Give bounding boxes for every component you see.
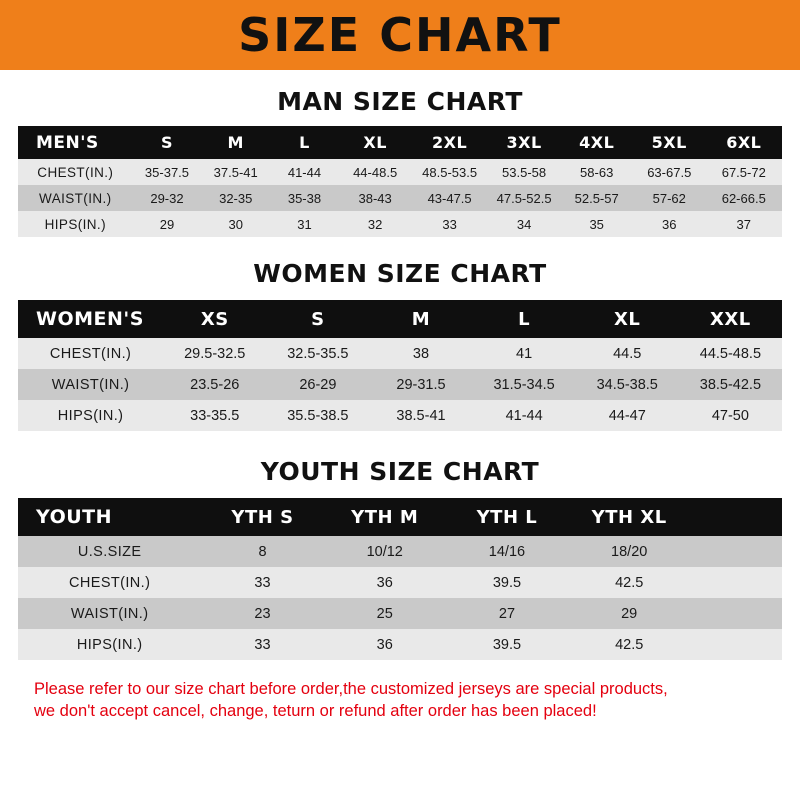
table-row [18, 567, 782, 598]
table-cell: 34 [516, 216, 532, 232]
row-label: WAIST(IN.) [51, 376, 130, 393]
man-size-table [18, 126, 782, 237]
table-header-row [18, 300, 782, 338]
table-cell: 38.5-41 [396, 407, 446, 424]
table-cell: 32-35 [219, 190, 253, 206]
table-cell: 37.5-41 [213, 164, 258, 180]
table-row [18, 338, 782, 369]
table-row [18, 369, 782, 400]
table-cell [690, 598, 782, 629]
table-cell: 35 [589, 216, 604, 232]
table-cell: 33 [442, 216, 457, 232]
table-cell: 29 [159, 216, 175, 232]
row-label: CHEST(IN.) [49, 345, 132, 362]
table-row [18, 400, 782, 431]
table-cell: 62-66.5 [721, 190, 766, 206]
header-cell: L [518, 308, 531, 330]
table-row [18, 536, 782, 567]
table-cell: 63-67.5 [647, 164, 692, 180]
table-cell: 32.5-35.5 [287, 345, 349, 362]
row-label: WAIST(IN.) [39, 190, 112, 206]
table-cell: 25 [376, 605, 393, 622]
table-cell: 36 [662, 216, 677, 232]
table-row [18, 211, 782, 237]
table-row [18, 629, 782, 660]
women-section-title: WOMEN SIZE CHART [253, 259, 547, 288]
row-label: U.S.SIZE [77, 543, 142, 560]
table-cell: 41-44 [287, 164, 322, 180]
table-cell: 38-43 [358, 190, 392, 206]
table-cell: 39.5 [492, 636, 522, 653]
table-cell: 29-32 [150, 190, 184, 206]
header-cell: 3XL [506, 133, 542, 152]
table-cell: 32 [367, 216, 383, 232]
header-cell: M [227, 133, 244, 152]
header-cell: 6XL [726, 133, 762, 152]
table-header-row [18, 126, 782, 159]
header-cell: S [160, 133, 173, 152]
banner [0, 0, 800, 70]
table-cell: 27 [498, 605, 516, 622]
page-title: SIZE CHART [238, 8, 562, 62]
table-cell: 37 [736, 216, 751, 232]
header-cell: YTH M [351, 506, 419, 528]
table-cell: 29.5-32.5 [184, 345, 246, 362]
header-cell: XL [614, 308, 641, 330]
row-label: CHEST(IN.) [37, 164, 114, 180]
table-cell: 41 [516, 345, 533, 362]
table-cell: 8 [258, 543, 267, 560]
header-cell: YTH S [231, 506, 294, 528]
table-cell: 26-29 [299, 376, 337, 393]
table-cell: 43-47.5 [427, 190, 472, 206]
header-cell: MEN'S [36, 132, 99, 153]
content [0, 70, 800, 800]
table-cell: 44-47 [608, 407, 646, 424]
row-label: HIPS(IN.) [44, 216, 106, 232]
table-cell [690, 629, 782, 660]
table-header-row [18, 498, 782, 536]
header-cell: XXL [710, 308, 751, 330]
header-cell: S [311, 308, 325, 330]
table-cell: 47.5-52.5 [496, 190, 552, 206]
table-cell: 31.5-34.5 [493, 376, 555, 393]
youth-section-title: YOUTH SIZE CHART [260, 457, 540, 486]
header-cell: YTH XL [591, 506, 667, 528]
table-cell: 29 [621, 605, 638, 622]
row-label: HIPS(IN.) [76, 636, 143, 653]
header-cell: XL [363, 133, 387, 152]
table-cell: 31 [297, 216, 312, 232]
table-cell: 35-37.5 [144, 164, 190, 180]
table-cell: 35-38 [287, 190, 322, 206]
table-cell: 10/12 [366, 543, 403, 560]
table-cell: 47-50 [711, 407, 749, 424]
table-row [18, 598, 782, 629]
table-cell: 42.5 [615, 636, 644, 653]
note-line-1: Please refer to our size chart before order,the customized jerseys are special products, [34, 680, 668, 698]
header-cell: 4XL [579, 133, 615, 152]
header-cell: 2XL [432, 133, 468, 152]
header-cell: YOUTH [36, 506, 113, 528]
table-cell: 29-31.5 [396, 376, 446, 393]
table-cell [690, 536, 782, 567]
table-cell: 23.5-26 [190, 376, 240, 393]
table-cell: 42.5 [615, 574, 644, 591]
table-cell: 53.5-58 [502, 164, 547, 180]
table-cell: 38.5-42.5 [699, 376, 762, 393]
header-cell: XS [200, 308, 229, 330]
table-cell: 44.5 [613, 345, 642, 362]
header-cell: M [411, 308, 431, 330]
man-section-title: MAN SIZE CHART [277, 87, 523, 116]
table-cell: 67.5-72 [721, 164, 766, 180]
table-row [18, 159, 782, 185]
table-cell: 36 [376, 574, 393, 591]
table-cell: 44.5-48.5 [699, 345, 762, 362]
row-label: WAIST(IN.) [70, 605, 149, 622]
header-cell: L [299, 133, 310, 152]
table-cell: 57-62 [652, 190, 686, 206]
row-label: HIPS(IN.) [57, 407, 124, 424]
table-cell: 44-48.5 [353, 164, 398, 180]
table-cell: 33 [254, 574, 271, 591]
table-cell: 36 [376, 636, 393, 653]
row-label: CHEST(IN.) [69, 574, 151, 591]
table-row [18, 185, 782, 211]
header-spacer [690, 498, 782, 536]
table-cell: 33 [254, 636, 271, 653]
table-cell: 35.5-38.5 [287, 407, 349, 424]
table-cell: 34.5-38.5 [596, 376, 658, 393]
note-line-2: we don't accept cancel, change, teturn or refund after order has been placed! [34, 702, 597, 721]
table-cell: 18/20 [611, 543, 648, 560]
order-policy-note [18, 678, 782, 731]
youth-size-table [18, 498, 782, 660]
table-cell: 33-35.5 [190, 407, 240, 424]
women-size-table [18, 300, 782, 431]
table-cell: 14/16 [488, 543, 526, 560]
header-cell: 5XL [651, 133, 687, 152]
table-cell [690, 567, 782, 598]
table-cell: 48.5-53.5 [422, 164, 478, 180]
table-cell: 38 [412, 345, 430, 362]
table-cell: 41-44 [505, 407, 543, 424]
table-cell: 58-63 [580, 164, 614, 180]
header-cell: YTH L [476, 506, 538, 528]
table-cell: 52.5-57 [574, 190, 619, 206]
header-cell: WOMEN'S [36, 308, 144, 330]
table-cell: 23 [254, 605, 271, 622]
table-cell: 30 [228, 216, 243, 232]
table-cell: 39.5 [492, 574, 522, 591]
